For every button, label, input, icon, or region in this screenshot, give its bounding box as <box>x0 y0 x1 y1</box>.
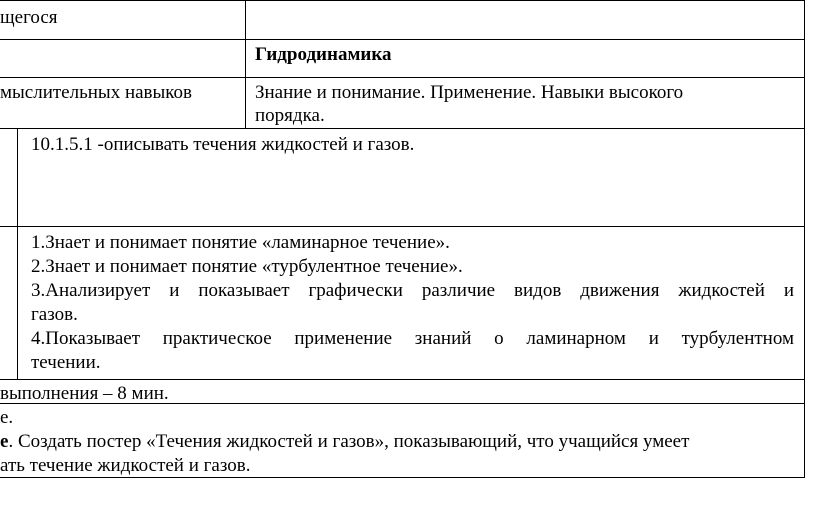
row1-left-cell-text: щегося <box>0 7 58 28</box>
task-line-1: е. <box>0 407 14 428</box>
table-border-right <box>804 0 805 478</box>
row-divider-3 <box>0 128 805 129</box>
criteria-item: 3.Анализирует и показывает графически различие видов движения жидкостей и <box>31 280 794 301</box>
column-divider-main <box>245 0 246 128</box>
task-line-2 <box>0 430 689 454</box>
row-divider-1 <box>0 39 805 40</box>
thinking-skills-value-line1: Знание и понимание. Применение. Навыки высокого <box>255 82 684 103</box>
row-divider-2 <box>0 77 805 78</box>
criteria-item: газов. <box>31 304 78 325</box>
completion-time: выполнения – 8 мин. <box>0 383 169 404</box>
thinking-skills-label: мыслительных навыков <box>0 82 193 103</box>
topic-heading: Гидродинамика <box>255 44 392 65</box>
criteria-item: 4.Показывает практическое применение знаний о ламинарном и турбулентном <box>31 328 794 349</box>
row-divider-4 <box>0 226 805 227</box>
thinking-skills-value-line2: порядка. <box>255 105 325 126</box>
row-divider-5 <box>0 379 805 380</box>
table-border-top <box>0 0 805 1</box>
criteria-item: 2.Знает и понимает понятие «турбулентное течение». <box>31 256 463 277</box>
criteria-item: 1.Знает и понимает понятие «ламинарное течение». <box>31 232 450 253</box>
task-label-bold: е <box>0 431 9 452</box>
column-divider-narrow <box>17 128 18 379</box>
task-line-3: ать течение жидкостей и газов. <box>0 455 251 476</box>
criteria-item: течении. <box>31 352 101 373</box>
learning-objective: 10.1.5.1 -описывать течения жидкостей и газов. <box>31 134 415 155</box>
task-description: . Создать постер «Течения жидкостей и газов», показывающий, что учащийся умеет <box>8 431 690 452</box>
